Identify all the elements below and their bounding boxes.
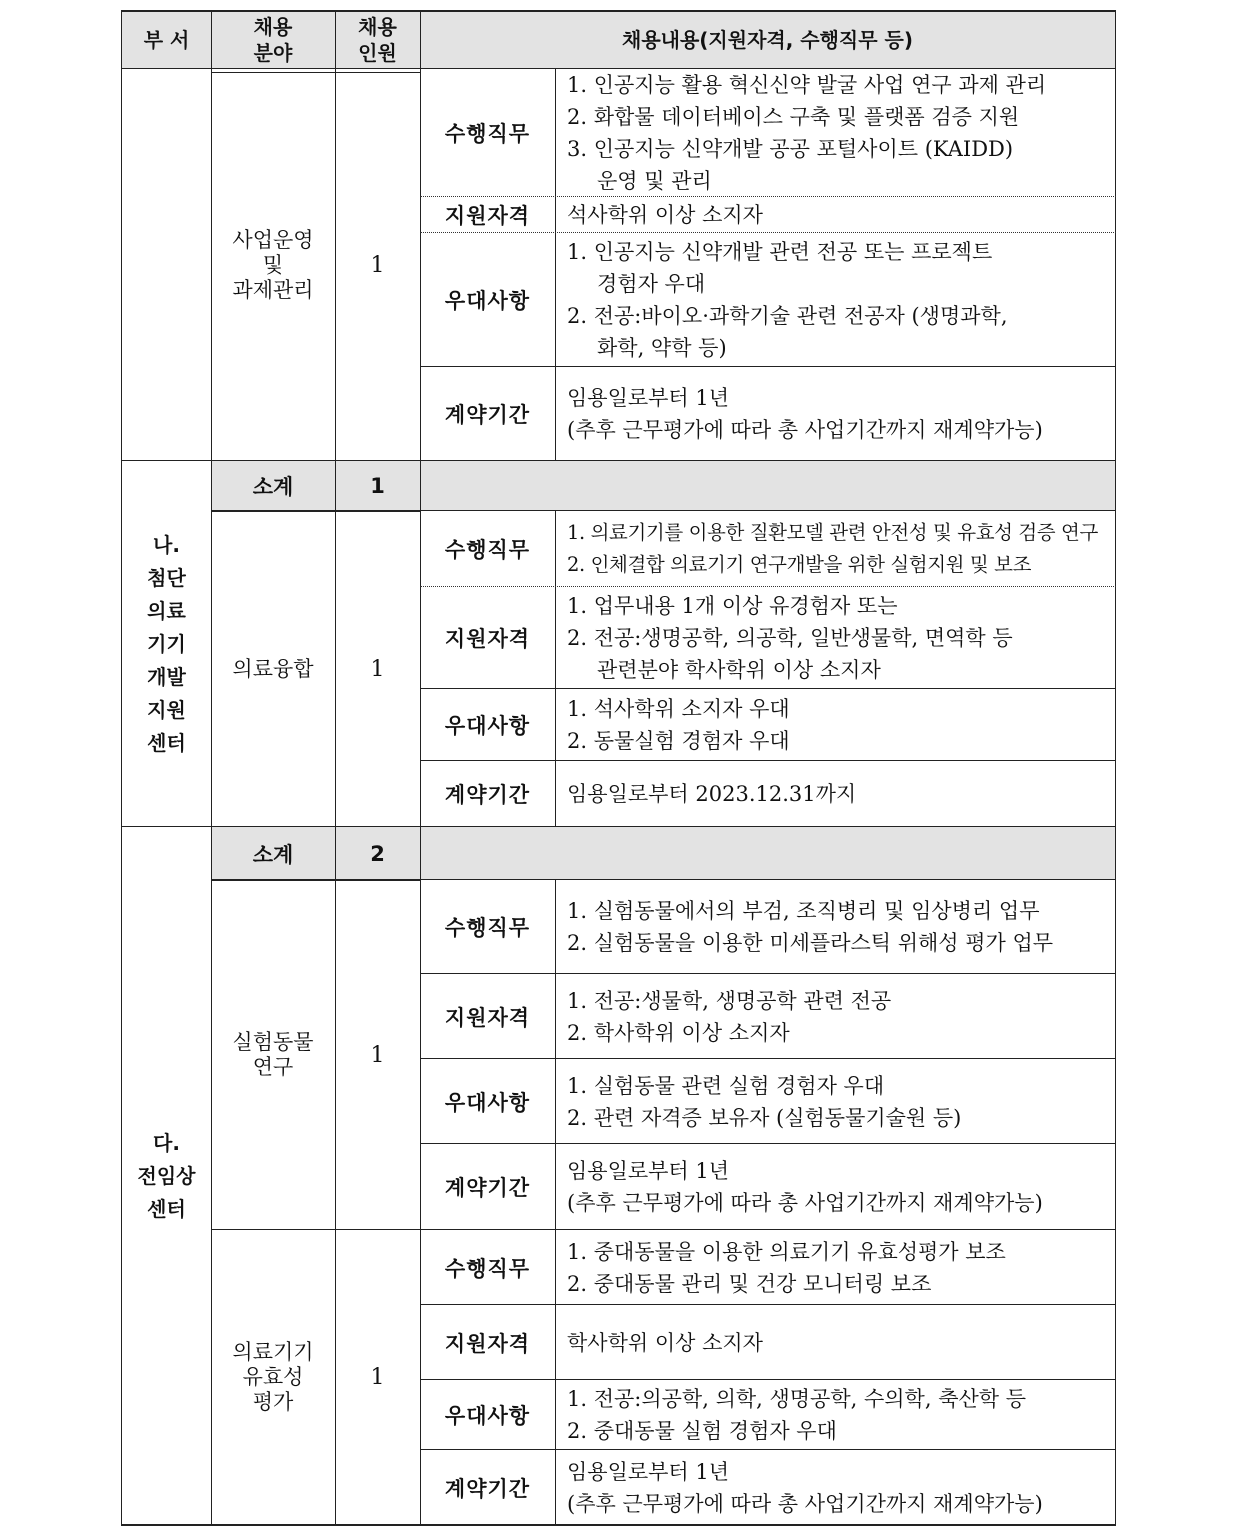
field-cell-lab-animal-research: [211, 880, 335, 1230]
label-qualification: [420, 1305, 555, 1380]
row-divider: [420, 1449, 1116, 1450]
field-name-line: 과제관리: [232, 277, 314, 302]
header-dept-label: 부 서: [143, 28, 190, 52]
content-line: 2. 중대동물 실험 경험자 우대: [567, 1419, 837, 1443]
content-contract: [555, 367, 1115, 461]
content-line: 2. 관련 자격증 보유자 (실험동물기술원 등): [567, 1105, 962, 1130]
label-contract: [420, 367, 555, 461]
content-line: 1. 중대동물을 이용한 의료기기 유효성평가 보조: [567, 1239, 1006, 1264]
header-count-line2: 인원: [358, 41, 397, 65]
label-contract: [420, 1450, 555, 1525]
label-text: 계약기간: [444, 403, 531, 427]
label-text: 지원자격: [444, 204, 531, 228]
dept-cell-preclinical-center: [122, 827, 211, 1525]
column-separator: [211, 10, 212, 1526]
content-line: 1. 석사학위 소지자 우대: [567, 697, 790, 721]
header-dept: [122, 11, 211, 69]
label-contract: [420, 1144, 555, 1230]
header-content: [420, 11, 1115, 69]
dept-cell-medical-device-center: [122, 461, 211, 827]
label-text: 우대사항: [444, 1090, 531, 1115]
content-line: 1. 실험동물 관련 실험 경험자 우대: [567, 1073, 885, 1098]
field-cell-project-management: [211, 69, 335, 461]
label-qualification: [420, 974, 555, 1059]
content-preference: [555, 1059, 1115, 1144]
row-divider: [420, 973, 1116, 974]
content-line: 1. 전공:생물학, 생명공학 관련 전공: [567, 988, 892, 1013]
content-line: 1. 전공:의공학, 의학, 생명공학, 수의학, 축산학 등: [567, 1387, 1027, 1411]
headcount-value: 1: [370, 1365, 385, 1390]
subtotal-divider: [420, 510, 1116, 511]
dept-name-line: 기기: [147, 631, 186, 656]
table-border-top: [121, 10, 1116, 12]
subtotal-value: 2: [370, 841, 385, 866]
content-duty: [555, 69, 1115, 197]
row-divider: [420, 688, 1116, 689]
field-cell-medical-convergence: [211, 511, 335, 827]
row-divider: [420, 232, 1116, 233]
subtotal-divider: [211, 510, 421, 512]
dept-name-line: 센터: [147, 730, 186, 755]
label-text: 우대사항: [444, 289, 531, 313]
label-duty: [420, 1230, 555, 1305]
label-text: 계약기간: [444, 1476, 531, 1501]
row-divider: [420, 1379, 1116, 1380]
row-divider: [420, 366, 1116, 367]
row-divider: [420, 586, 1116, 587]
dept-name-line: 다.: [153, 1130, 180, 1155]
content-line: 관련분야 학사학위 이상 소지자: [597, 658, 881, 682]
content-line: 임용일로부터 1년: [567, 1159, 730, 1183]
field-name-line: 연구: [252, 1055, 294, 1079]
label-text: 지원자격: [444, 1331, 531, 1356]
content-line: 석사학위 이상 소지자: [567, 203, 763, 227]
content-line: 운영 및 관리: [597, 169, 712, 193]
subtotal-divider: [420, 879, 1116, 880]
content-line: 2. 화합물 데이터베이스 구축 및 플랫폼 검증 지원: [567, 105, 1020, 129]
subtotal-value: 1: [370, 474, 385, 498]
headcount-value: 1: [370, 1042, 385, 1068]
row-divider: [420, 1304, 1116, 1305]
column-separator: [335, 461, 336, 1526]
content-line: 2. 전공:바이오·과학기술 관련 전공자 (생명과학,: [567, 304, 1008, 328]
subtotal-label-cell: [211, 827, 335, 880]
column-separator: [420, 10, 421, 1526]
subtotal-value-cell: [335, 461, 420, 511]
column-separator: [335, 10, 336, 461]
row-divider: [420, 196, 1116, 197]
content-line: 2. 중대동물 관리 및 건강 모니터링 보조: [567, 1271, 932, 1296]
content-contract: [555, 1144, 1115, 1230]
dept-name-line: 나.: [153, 532, 180, 557]
table-border-right: [1115, 10, 1116, 1526]
label-text: 우대사항: [444, 714, 531, 738]
column-separator: [555, 880, 556, 1526]
dept-name-line: 개발: [147, 664, 186, 689]
content-line: 1. 의료기기를 이용한 질환모델 관련 안전성 및 유효성 검증 연구: [567, 521, 1098, 544]
content-line: 2. 동물실험 경험자 우대: [567, 729, 790, 753]
table-border-left: [121, 10, 122, 1526]
label-qualification: [420, 197, 555, 233]
content-line: 1. 인공지능 활용 혁신신약 발굴 사업 연구 과제 관리: [567, 73, 1047, 97]
label-preference: [420, 1380, 555, 1450]
content-duty: [555, 880, 1115, 974]
content-qualification: [555, 1305, 1115, 1380]
field-name-line: 의료융합: [232, 656, 314, 681]
content-line: 2. 인체결합 의료기기 연구개발을 위한 실험지원 및 보조: [567, 553, 1032, 576]
content-duty: [555, 511, 1115, 587]
label-text: 지원자격: [444, 1005, 531, 1030]
header-count-line1: 채용: [358, 15, 397, 39]
row-divider: [420, 1058, 1116, 1059]
dept-name-line: 센터: [147, 1196, 186, 1221]
content-qualification: [555, 974, 1115, 1059]
header-field-line2: 분야: [253, 41, 293, 65]
dept-name-line: 전임상: [137, 1163, 196, 1188]
content-line: 경험자 우대: [597, 272, 706, 296]
column-separator: [555, 69, 556, 461]
field-name-line: 사업운영: [232, 227, 314, 252]
content-contract: [555, 761, 1115, 827]
label-text: 수행직무: [444, 1256, 531, 1281]
label-text: 수행직무: [444, 538, 531, 562]
content-line: 1. 업무내용 1개 이상 유경험자 또는: [567, 594, 898, 618]
field-name-line: 유효성: [242, 1365, 304, 1389]
header-count: [335, 11, 420, 69]
content-preference: [555, 689, 1115, 761]
dept-name-line: 지원: [147, 697, 186, 722]
content-preference: [555, 1380, 1115, 1450]
label-preference: [420, 233, 555, 367]
content-qualification: [555, 587, 1115, 689]
section-divider: [121, 826, 1116, 827]
content-preference: [555, 233, 1115, 367]
content-line: 1. 실험동물에서의 부검, 조직병리 및 임상병리 업무: [567, 899, 1040, 923]
label-text: 계약기간: [444, 1176, 531, 1200]
header-field: [211, 11, 335, 69]
content-line: 2. 전공:생명공학, 의공학, 일반생물학, 면역학 등: [567, 626, 1013, 650]
dept-name-line: 의료: [147, 598, 186, 623]
content-line: (추후 근무평가에 따라 총 사업기간까지 재계약가능): [567, 1491, 1043, 1516]
content-line: 임용일로부터 1년: [567, 386, 730, 410]
label-text: 수행직무: [444, 916, 531, 940]
content-line: (추후 근무평가에 따라 총 사업기간까지 재계약가능): [567, 1191, 1043, 1215]
field-name-line: 및: [262, 252, 284, 277]
label-preference: [420, 1059, 555, 1144]
content-duty: [555, 1230, 1115, 1305]
count-cell: [335, 880, 420, 1230]
label-text: 계약기간: [444, 783, 531, 807]
label-text: 수행직무: [444, 122, 531, 146]
content-line: 화학, 약학 등): [597, 336, 727, 360]
field-divider: [211, 1229, 1116, 1230]
field-cell-device-efficacy: [211, 1230, 335, 1525]
row-divider: [420, 1143, 1116, 1144]
subtotal-divider: [211, 879, 421, 881]
content-line: (추후 근무평가에 따라 총 사업기간까지 재계약가능): [567, 418, 1043, 442]
content-line: 1. 인공지능 신약개발 관련 전공 또는 프로젝트: [567, 240, 993, 264]
header-divider: [121, 68, 1116, 69]
content-line: 2. 실험동물을 이용한 미세플라스틱 위해성 평가 업무: [567, 931, 1054, 955]
content-line: 2. 학사학위 이상 소지자: [567, 1020, 790, 1045]
headcount-value: 1: [370, 656, 385, 682]
column-separator: [555, 511, 556, 827]
field-name-line: 실험동물: [232, 1030, 314, 1054]
section-divider: [121, 460, 1116, 461]
subtotal-label: 소계: [252, 475, 294, 499]
subtotal-empty-cell: [420, 827, 1115, 880]
count-cell: [335, 1230, 420, 1525]
content-contract: [555, 1450, 1115, 1525]
content-line: 3. 인공지능 신약개발 공공 포털사이트 (KAIDD): [567, 137, 1014, 161]
header-field-line1: 채용: [253, 15, 293, 39]
count-cell: [335, 69, 420, 461]
subtotal-label: 소계: [252, 842, 294, 867]
dept-name-line: 첨단: [147, 565, 186, 590]
header-content-label: 채용내용(지원자격, 수행직무 등): [622, 28, 913, 52]
label-duty: [420, 880, 555, 974]
label-text: 지원자격: [444, 627, 531, 651]
header-double-rule: [211, 72, 421, 73]
content-qualification: [555, 197, 1115, 233]
field-name-line: 평가: [252, 1390, 294, 1414]
content-line: 학사학위 이상 소지자: [567, 1330, 763, 1355]
subtotal-label-cell: [211, 461, 335, 511]
row-divider: [420, 760, 1116, 761]
subtotal-empty-cell: [420, 461, 1115, 511]
label-duty: [420, 69, 555, 197]
field-name-line: 의료기기: [232, 1340, 314, 1364]
content-line: 임용일로부터 2023.12.31까지: [567, 782, 857, 806]
content-line: 임용일로부터 1년: [567, 1459, 730, 1484]
count-cell: [335, 511, 420, 827]
label-qualification: [420, 587, 555, 689]
subtotal-value-cell: [335, 827, 420, 880]
table-border-bottom: [121, 1524, 1116, 1526]
label-duty: [420, 511, 555, 587]
label-preference: [420, 689, 555, 761]
label-text: 우대사항: [444, 1404, 531, 1428]
label-contract: [420, 761, 555, 827]
headcount-value: 1: [370, 252, 385, 278]
